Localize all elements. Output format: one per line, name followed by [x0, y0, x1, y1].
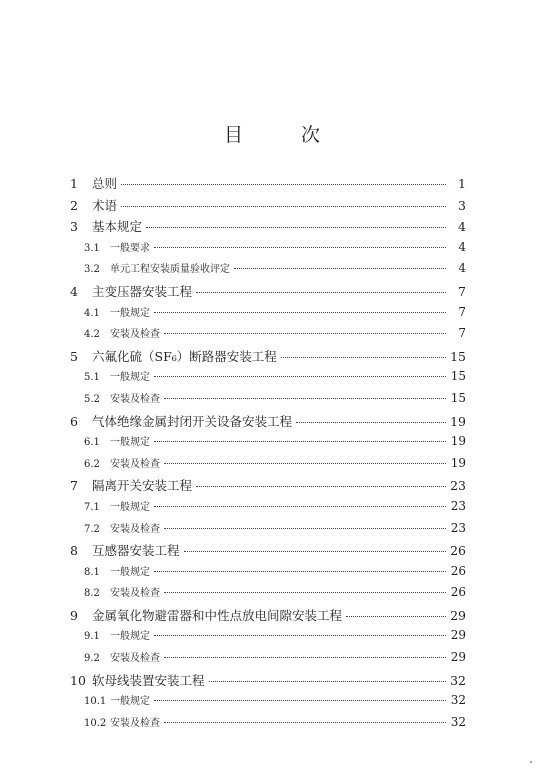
toc-entry-number: 6.1	[84, 437, 100, 449]
toc-section-row[interactable]	[70, 260, 466, 282]
toc-page-number: 32	[450, 714, 466, 729]
toc-entry-title: 气体绝缘金属封闭开关设备安装工程	[92, 413, 293, 429]
toc-entry-title: 一般规定	[110, 696, 150, 708]
dot-leader	[164, 722, 446, 723]
toc-section-row[interactable]	[70, 563, 466, 585]
toc-entry-title: 安装及检查	[110, 653, 160, 665]
toc-page-number: 26	[450, 563, 466, 578]
toc-entry-number: 9.2	[84, 653, 100, 665]
toc-page-number: 26	[450, 543, 466, 559]
toc-section-row[interactable]	[70, 520, 466, 542]
toc-page-number: 1	[458, 176, 466, 191]
toc-page-number: 4	[458, 219, 466, 235]
dot-leader	[154, 635, 446, 636]
toc-chapter-row[interactable]	[70, 412, 466, 434]
toc-entry-number: 6	[70, 413, 78, 429]
dot-leader	[121, 206, 446, 207]
toc-section-row[interactable]	[70, 433, 466, 455]
toc-entry-title: 六氟化硫（SF₆）断路器安装工程	[92, 348, 277, 364]
dot-leader	[154, 571, 446, 572]
dot-leader	[154, 700, 446, 701]
toc-entry-title: 一般规定	[110, 372, 150, 384]
dot-leader	[184, 551, 446, 552]
toc-page-number: 15	[450, 348, 466, 364]
dot-leader	[154, 376, 446, 377]
toc-page-number: 15	[450, 369, 466, 384]
toc-entry-title: 术语	[92, 197, 118, 213]
toc-entry-number: 8	[70, 543, 78, 559]
toc-entry-number: 4	[70, 283, 78, 299]
dot-leader	[164, 528, 446, 529]
toc-page-number: 29	[450, 650, 466, 665]
toc-entry-number: 9.1	[84, 631, 100, 643]
dot-leader	[164, 592, 446, 593]
toc-entry-title: 主变压器安装工程	[92, 283, 193, 299]
dot-leader	[154, 247, 446, 248]
toc-section-row[interactable]	[70, 498, 466, 520]
dot-leader	[164, 657, 446, 658]
toc-entry-number: 10	[70, 672, 86, 688]
toc-entry-number: 3	[70, 219, 78, 235]
toc-section-row[interactable]	[70, 455, 466, 477]
toc-entry-number: 10.1	[84, 696, 107, 708]
toc-entry-number: 6.2	[84, 458, 100, 470]
toc-chapter-row[interactable]	[70, 476, 466, 498]
dot-leader	[121, 184, 446, 185]
toc-page-number: 19	[450, 434, 466, 449]
toc-page-number: 32	[450, 693, 466, 708]
toc-section-row[interactable]	[70, 390, 466, 412]
toc-entry-number: 5.2	[84, 393, 100, 405]
toc-chapter-row[interactable]	[70, 217, 466, 239]
dot-leader	[154, 506, 446, 507]
dot-leader	[154, 441, 446, 442]
toc-page-number: 4	[458, 239, 466, 254]
toc-chapter-row[interactable]	[70, 671, 466, 693]
toc-page-number: 4	[458, 261, 466, 276]
toc-entry-number: 4.1	[84, 307, 100, 319]
toc-entry-number: 7	[70, 478, 78, 494]
dot-leader	[164, 333, 446, 334]
toc-entry-title: 安装及检查	[110, 458, 160, 470]
toc-section-row[interactable]	[70, 627, 466, 649]
toc-entry-title: 一般要求	[110, 242, 150, 254]
toc-page-number: 7	[458, 326, 466, 341]
toc-entry-title: 互感器安装工程	[92, 543, 180, 559]
toc-entry-number: 7.2	[84, 523, 100, 535]
toc-section-row[interactable]	[70, 325, 466, 347]
scan-speck	[530, 761, 532, 763]
toc-entry-title: 一般规定	[110, 501, 150, 513]
toc-section-row[interactable]	[70, 304, 466, 326]
toc-entry-title: 总则	[92, 176, 118, 191]
toc-entry-title: 一般规定	[110, 307, 150, 319]
toc-chapter-row[interactable]	[70, 347, 466, 369]
toc-section-row[interactable]	[70, 692, 466, 714]
toc-entry-title: 安装及检查	[110, 717, 160, 729]
toc-chapter-row[interactable]	[70, 282, 466, 304]
table-of-contents	[70, 174, 466, 735]
dot-leader	[164, 398, 446, 399]
toc-section-row[interactable]	[70, 239, 466, 261]
toc-page-number: 7	[458, 283, 466, 299]
toc-entry-number: 3.2	[84, 264, 100, 276]
toc-page-number: 19	[450, 413, 466, 429]
dot-leader	[296, 422, 446, 423]
toc-entry-title: 基本规定	[92, 219, 143, 235]
toc-page-number: 15	[450, 390, 466, 405]
dot-leader	[164, 463, 446, 464]
toc-section-row[interactable]	[70, 714, 466, 736]
toc-chapter-row[interactable]	[70, 174, 466, 196]
toc-section-row[interactable]	[70, 584, 466, 606]
toc-entry-title: 单元工程安装质量验收评定	[110, 264, 230, 276]
toc-page-number: 32	[450, 672, 466, 688]
toc-entry-title: 一般规定	[110, 566, 150, 578]
toc-entry-number: 7.1	[84, 501, 100, 513]
toc-entry-title: 金属氧化物避雷器和中性点放电间隙安装工程	[92, 607, 343, 623]
toc-entry-number: 3.1	[84, 242, 100, 254]
toc-page-number: 23	[450, 520, 466, 535]
dot-leader	[146, 227, 446, 228]
toc-entry-number: 1	[70, 176, 78, 191]
toc-page-number: 7	[458, 304, 466, 319]
toc-entry-title: 软母线装置安装工程	[92, 672, 205, 688]
toc-entry-number: 4.2	[84, 329, 100, 341]
page-title: 目 次	[223, 124, 347, 146]
toc-entry-number: 8.2	[84, 588, 100, 600]
toc-entry-number: 5	[70, 348, 78, 364]
dot-leader	[196, 486, 446, 487]
toc-entry-title: 安装及检查	[110, 329, 160, 341]
dot-leader	[154, 312, 446, 313]
toc-entry-number: 10.2	[84, 717, 107, 729]
toc-section-row[interactable]	[70, 649, 466, 671]
toc-page-number: 23	[450, 498, 466, 513]
dot-leader	[209, 681, 446, 682]
toc-chapter-row[interactable]	[70, 541, 466, 563]
toc-page-number: 26	[450, 585, 466, 600]
dot-leader	[346, 616, 446, 617]
toc-chapter-row[interactable]	[70, 196, 466, 218]
toc-page-number: 29	[450, 628, 466, 643]
toc-section-row[interactable]	[70, 368, 466, 390]
toc-page-number: 19	[450, 455, 466, 470]
dot-leader	[196, 292, 446, 293]
toc-chapter-row[interactable]	[70, 606, 466, 628]
toc-entry-number: 9	[70, 607, 78, 623]
toc-entry-title: 安装及检查	[110, 393, 160, 405]
toc-entry-title: 一般规定	[110, 631, 150, 643]
dot-leader	[281, 357, 446, 358]
toc-entry-number: 5.1	[84, 372, 100, 384]
toc-entry-title: 安装及检查	[110, 523, 160, 535]
toc-entry-number: 8.1	[84, 566, 100, 578]
toc-entry-title: 隔离开关安装工程	[92, 478, 193, 494]
dot-leader	[234, 268, 446, 269]
toc-page-number: 3	[458, 197, 466, 213]
toc-entry-title: 安装及检查	[110, 588, 160, 600]
toc-entry-title: 一般规定	[110, 437, 150, 449]
toc-page-number: 23	[450, 478, 466, 494]
toc-entry-number: 2	[70, 197, 78, 213]
toc-page-number: 29	[450, 607, 466, 623]
